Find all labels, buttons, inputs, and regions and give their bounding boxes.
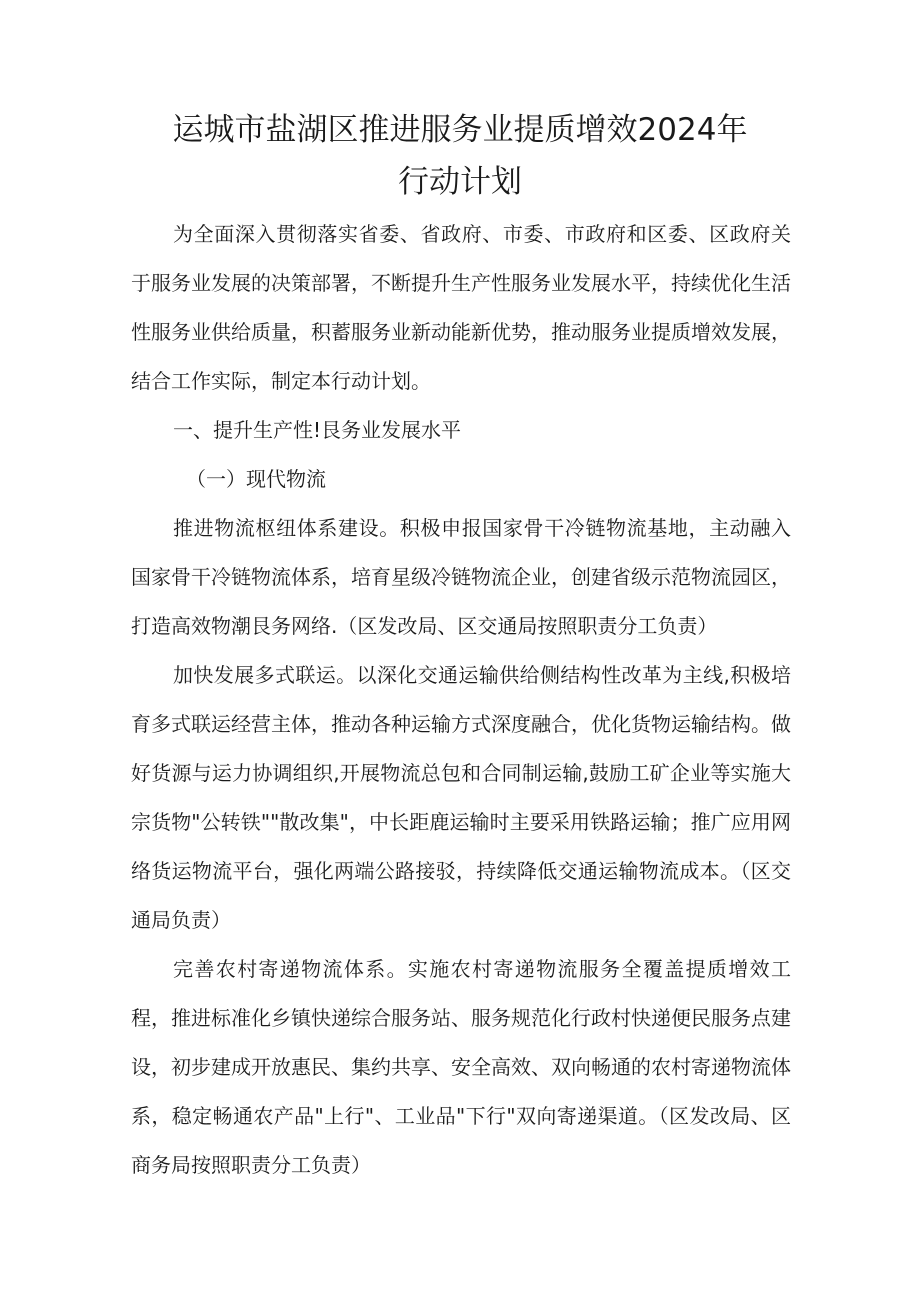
rural-delivery-paragraph: 完善农村寄递物流体系。实施农村寄递物流服务全覆盖提质增效工程，推进标准化乡镇快递综合服务站、服务规范化行政村快递便民服务点建设，初步建成开放惠民、集约共享、安全高效、双向畅通的农村寄递物流体系，稳定畅通农产品"上行"、工业品"下行"双向寄递渠道。（区发改局、区商务局按照职责分工负责） (131, 957, 791, 1177)
multimodal-transport-paragraph: 加快发展多式联运。以深化交通运输供给侧结构性改革为主线,积极培育多式联运经营主体，推动各种运输方式深度融合，优化货物运输结构。做好货源与运力协调组织,开展物流总包和合同制运输,鼓励工矿企业等实施大宗货物"公转铁""散改集"，中长距鹿运输时主要采用铁路运输；推广应用网络货运物流平台，强化两端公路接驳，持续降低交通运输物流成本。（区交通局负责） (131, 663, 791, 932)
document-title-line-2: 行动计划 (398, 164, 522, 200)
intro-paragraph: 为全面深入贯彻落实省委、省政府、市委、市政府和区委、区政府关于服务业发展的决策部署，不断提升生产性服务业发展水平，持续优化生活性服务业供给质量，积蓄服务业新动能新优势，推动服务业提质增效发展，结合工作实际，制定本行动计划。 (131, 222, 791, 393)
logistics-hub-paragraph: 推进物流枢纽体系建设。积极申报国家骨干冷链物流基地，主动融入国家骨干冷链物流体系，培育星级冷链物流企业，创建省级示范物流园区，打造高效物潮艮务网络.（区发改局、区交通局按照职责分工负责） (131, 516, 791, 638)
section-heading-1: 一、提升生产性!艮务业发展水平 (173, 418, 462, 442)
document-title-line-1: 运城市盐湖区推进服务业提质增效2024年 (172, 112, 748, 148)
subsection-heading-logistics: （一）现代物流 (186, 467, 326, 491)
